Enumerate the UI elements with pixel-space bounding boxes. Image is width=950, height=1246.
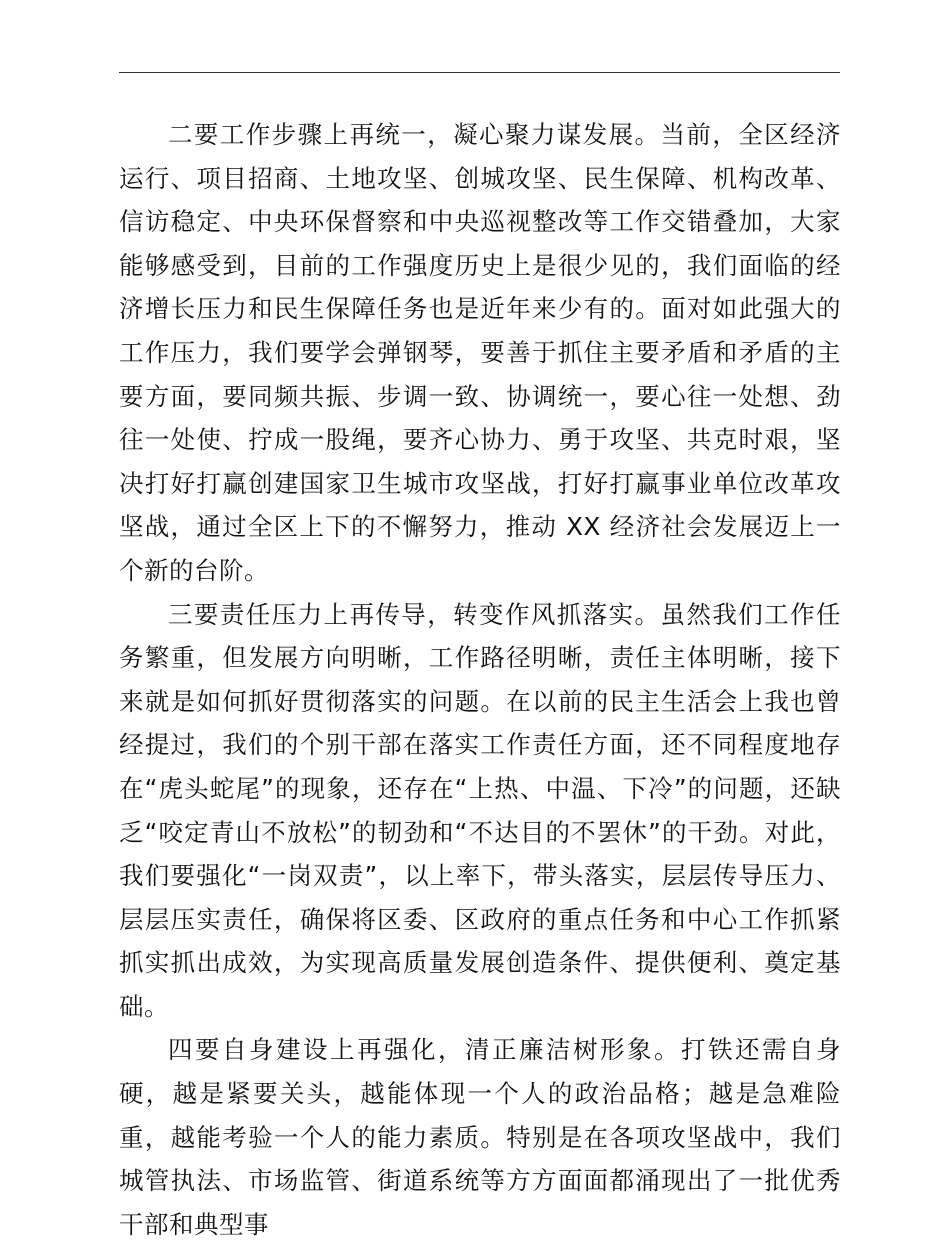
paragraph-responsibility-pressure: 三要责任压力上再传导，转变作风抓落实。虽然我们工作任务繁重，但发展方向明晰，工作路径明晰，责任主体明晰，接下来就是如何抓好贯彻落实的问题。在以前的民主生活会上我也曾经提过，我们的个别干部在落实工作责任方面，还不同程度地存在“虎头蛇尾”的现象，还存在“上热、中温、下冷”的问题，还缺乏“咬定青山不放松”的韧劲和“不达目的不罢休”的干劲。对此，我们要强化“一岗双责”，以上率下，带头落实，层层传导压力、层层压实责任，确保将区委、区政府的重点任务和中心工作抓紧抓实抓出成效，为实现高质量发展创造条件、提供便利、奠定基础。 [119,599,841,1021]
body-text [119,113,841,1246]
paragraph-self-building: 四要自身建设上再强化，清正廉洁树形象。打铁还需自身硬，越是紧要关头，越能体现一个人的政治品格；越是急难险重，越能考验一个人的能力素质。特别是在各项攻坚战中，我们城管执法、市场监管、街道系统等方方面面都涌现出了一批优秀干部和典型事 [119,1035,841,1239]
paragraph-unified-steps: 二要工作步骤上再统一，凝心聚力谋发展。当前，全区经济运行、项目招商、土地攻坚、创城攻坚、民生保障、机构改革、信访稳定、中央环保督察和中央巡视整改等工作交错叠加，大家能够感受到，目前的工作强度历史上是很少见的，我们面临的经济增长压力和民生保障任务也是近年来少有的。面对如此强大的工作压力，我们要学会弹钢琴，要善于抓住主要矛盾和矛盾的主要方面，要同频共振、步调一致、协调统一，要心往一处想、劲往一处使、拧成一股绳，要齐心协力、勇于攻坚、共克时艰，坚决打好打赢创建国家卫生城市攻坚战，打好打赢事业单位改革攻坚战，通过全区上下的不懈努力，推动 XX 经济社会发展迈上一个新的台阶。 [119,120,841,585]
header-rule [119,72,840,73]
